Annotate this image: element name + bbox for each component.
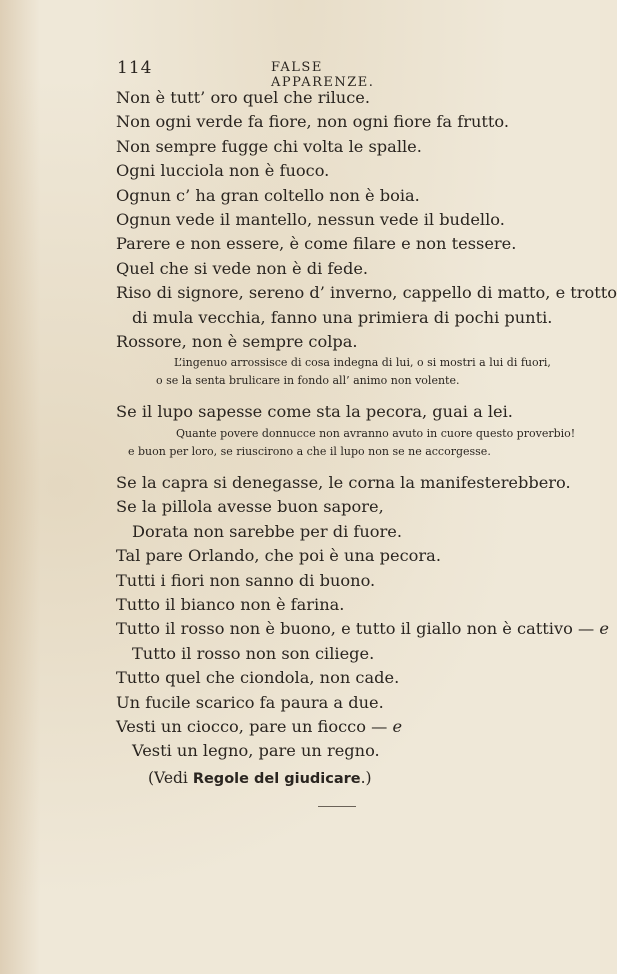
page-number: 114 — [117, 58, 153, 78]
proverb-line: Non sempre fugge chi volta le spalle. — [116, 136, 422, 156]
commentary-note — [116, 354, 566, 390]
proverb-line: Ognun vede il mantello, nessun vede il budello. — [116, 210, 505, 230]
proverb-line-continuation: di mula vecchia, fanno una primiera di pochi punti. — [132, 307, 553, 327]
proverb-line: Ognun c’ ha gran coltello non è boia. — [116, 185, 420, 205]
section-divider — [318, 806, 356, 807]
cross-reference — [116, 766, 566, 791]
proverb-line: Se il lupo sapesse come sta la pecora, guai a lei. — [116, 402, 513, 422]
proverb-line: Non è tutt’ oro quel che riluce. — [116, 88, 371, 107]
page-edge-stain — [0, 0, 40, 974]
proverb-line: Tutto quel che ciondola, non cade. — [116, 668, 400, 688]
proverb-line: Parere e non essere, è come filare e non tessere. — [116, 234, 517, 254]
proverb-line: Un fucile scarico fa paura a due. — [116, 692, 384, 712]
reference-title: Regole del giudicare — [192, 770, 361, 787]
reference-open: (Vedi — [148, 768, 193, 787]
proverb-line — [116, 617, 609, 641]
proverb-text: Vesti un ciocco, pare un fiocco — — [116, 716, 388, 736]
reference-close: .) — [360, 768, 372, 787]
proverb-line: Tutti i fiori non sanno di buono. — [116, 570, 376, 590]
proverb-line: Quel che si vede non è di fede. — [116, 258, 369, 278]
proverb-line: Riso di signore, sereno d’ inverno, cappello di matto, e trotto — [116, 283, 617, 303]
note-line: Quante povere donnucce non avranno avuto in cuore questo proverbio! — [176, 426, 576, 440]
proverb-line-continuation: Dorata non sarebbe per di fuore. — [132, 521, 403, 541]
proverb-line: Tutto il bianco non è farina. — [116, 594, 345, 614]
proverb-text: Tutto il rosso non è buono, e tutto il giallo non è cattivo — — [116, 619, 595, 639]
proverb-line: Se la pillola avesse buon sapore, — [116, 497, 384, 517]
conjunction-italic: e — [599, 619, 609, 639]
page-header — [117, 58, 417, 90]
note-line: e buon per loro, se riuscirono a che il lupo non se ne accorgesse. — [128, 444, 491, 458]
conjunction-italic: e — [392, 716, 403, 736]
running-title: FALSE APPARENZE. — [271, 60, 375, 90]
proverb-line: Rossore, non è sempre colpa. — [116, 332, 358, 352]
proverb-line: Non ogni verde fa fiore, non ogni fiore fa frutto. — [116, 112, 509, 132]
commentary-note — [116, 425, 576, 461]
proverb-line-continuation: Tutto il rosso non son ciliege. — [132, 643, 375, 663]
note-line: o se la senta brulicare in fondo all’ animo non volente. — [156, 374, 460, 388]
proverb-line: Se la capra si denegasse, le corna la manifesterebbero. — [116, 472, 571, 492]
proverb-line-continuation: Vesti un legno, pare un regno. — [132, 741, 380, 761]
proverb-line: Tal pare Orlando, che poi è una pecora. — [116, 546, 441, 566]
proverb-list — [116, 86, 617, 791]
note-line: L’ingenuo arrossisce di cosa indegna di lui, o si mostri a lui di fuori, — [174, 356, 551, 370]
proverb-line — [116, 715, 566, 739]
proverb-line: Ogni lucciola non è fuoco. — [116, 161, 330, 181]
